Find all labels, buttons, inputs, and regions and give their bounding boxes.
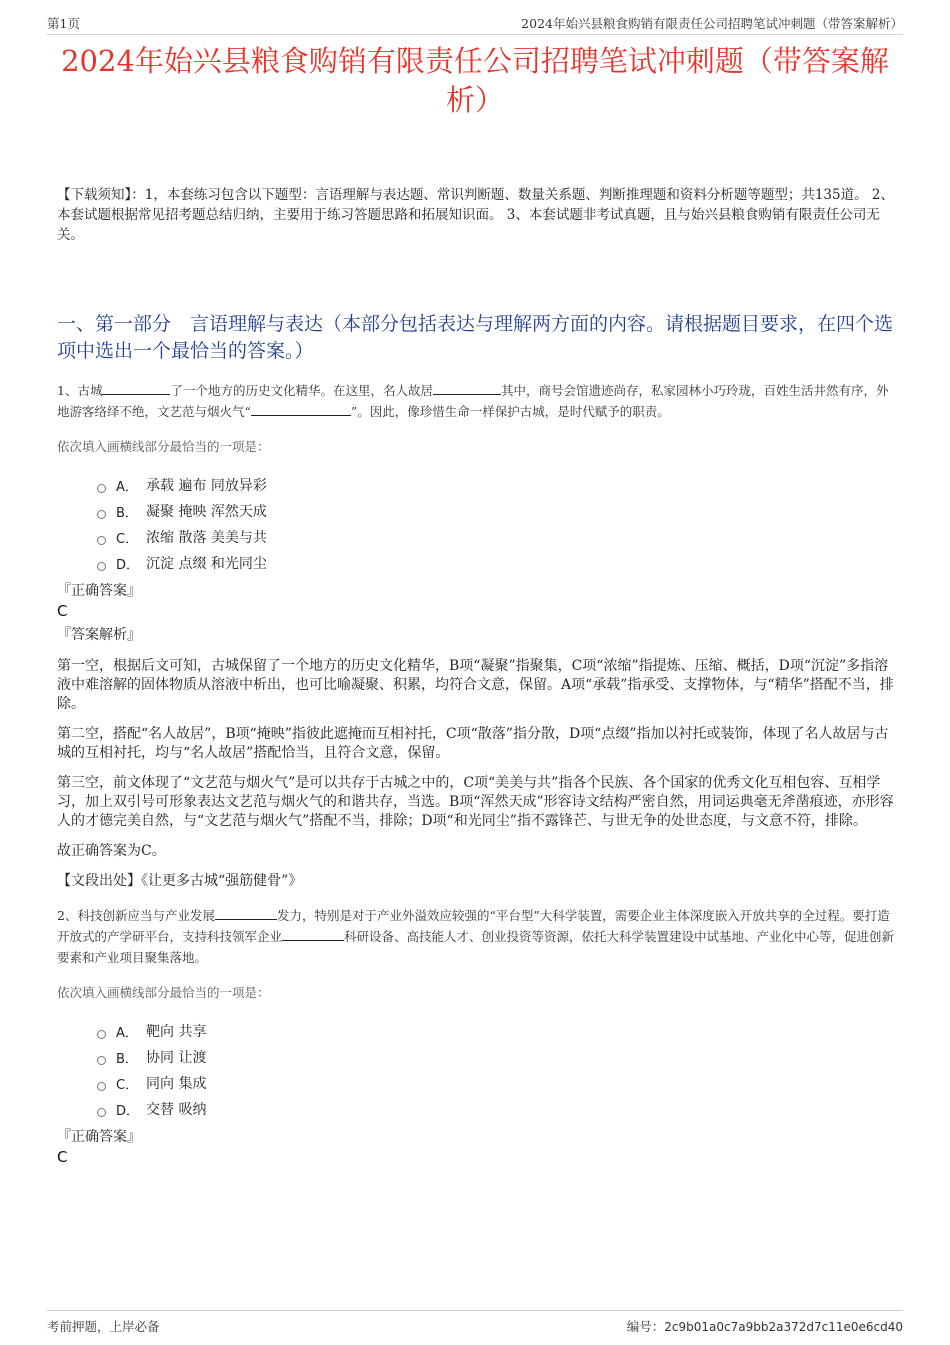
option-text: 同向 集成	[146, 1076, 207, 1092]
correct-answer: C	[57, 1148, 68, 1166]
option-letter: A．	[116, 479, 138, 495]
radio-icon[interactable]	[97, 1108, 106, 1117]
question-2-options	[97, 1018, 898, 1122]
option-text: 协同 让渡	[146, 1050, 207, 1066]
option-text: 凝聚 掩映 浑然天成	[146, 504, 267, 520]
question-1-prompt: 依次填入画横线部分最恰当的一项是：	[57, 439, 270, 454]
option-d[interactable]	[97, 1096, 898, 1122]
option-letter: B．	[116, 1051, 138, 1067]
radio-icon[interactable]	[97, 562, 106, 571]
analysis-label: 『答案解析』	[57, 627, 141, 643]
fill-blank	[433, 380, 501, 395]
download-notice: 【下载须知】：1，本套练习包含以下题型：言语理解与表达题、常识判断题、数量关系题、判断推理题和资料分析题等题型；共135道。 2、本套试题根据常见招考题总结归纳，主要用于练习答题思路和拓展知识面。 3、本套试题非考试真题，且与始兴县粮食购销有限责任公司无关。	[57, 187, 894, 243]
radio-icon[interactable]	[97, 1082, 106, 1091]
header-doc-title: 2024年始兴县粮食购销有限责任公司招聘笔试冲刺题（带答案解析）	[521, 16, 903, 31]
footer-code: 2c9b01a0c7a9bb2a372d7c11e0e6cd40	[664, 1320, 903, 1334]
q2-stem-part: 科研设备、高技能人才、创业投资等资源，依托大科学装置建设中试基地、产业化中心等，促进创新要素和产业项目聚集落地。	[57, 929, 895, 965]
option-letter: A．	[116, 1025, 138, 1041]
analysis-paragraph: 第三空，前文体现了“文艺范与烟火气”是可以共存于古城之中的，C项“美美与共”指各个民族、各个国家的优秀文化互相包容、互相学习，加上双引号可形象表达文艺范与烟火气的和谐共存，当选。B项“浑然天成”形容诗文结构严密自然，用词运典毫无斧凿痕迹，亦形容人的才德完美自然，与“文艺范与烟火气”搭配不当，排除；D项“和光同尘”指不露锋芒、与世无争的处世态度，与文意不符，排除。	[57, 775, 894, 829]
fill-blank	[102, 380, 170, 395]
option-a[interactable]	[97, 472, 898, 498]
option-letter: B．	[116, 505, 138, 521]
question-2-stem	[57, 905, 898, 968]
q2-stem-part: 发力，特别是对于产业外溢效应较强的“平台型”大科学装置，需要企业主体深度嵌入开放共享的全过程。要打造开放式的产学研平台，支持科技领军企业	[57, 908, 890, 944]
footer-slogan: 考前押题，上岸必备	[47, 1319, 160, 1334]
footer-code-label: 编号：	[626, 1319, 665, 1334]
document-title: 2024年始兴县粮食购销有限责任公司招聘笔试冲刺题（带答案解析）	[61, 44, 889, 117]
option-letter: C．	[116, 531, 139, 547]
q1-stem-part: 了一个地方的历史文化精华。在这里，名人故居	[170, 383, 433, 398]
option-letter: D．	[116, 557, 140, 573]
option-letter: C．	[116, 1077, 139, 1093]
analysis-paragraph: 第一空，根据后文可知，古城保留了一个地方的历史文化精华，B项“凝聚”指聚集，C项“浓缩”指提炼、压缩、概括，D项“沉淀”多指溶液中难溶解的固体物质从溶液中析出，也可比喻凝聚、积累，均符合文意，保留。A项“承载”指承受、支撑物体，与“精华”搭配不当，排除。	[57, 658, 894, 712]
page-number: 第1页	[47, 16, 80, 31]
analysis-source: 【文段出处】《让更多古城“强筋健骨”》	[57, 873, 303, 889]
correct-answer: C	[57, 602, 68, 620]
radio-icon[interactable]	[97, 1030, 106, 1039]
q1-stem-part: 1、古城	[57, 383, 103, 398]
option-text: 浓缩 散落 美美与共	[146, 530, 267, 546]
fill-blank	[282, 926, 344, 941]
option-c[interactable]	[97, 524, 898, 550]
q2-stem-part: 2、科技创新应当与产业发展	[57, 908, 215, 923]
question-2-prompt: 依次填入画横线部分最恰当的一项是：	[57, 985, 270, 1000]
footer-code-wrap	[627, 1317, 903, 1335]
radio-icon[interactable]	[97, 510, 106, 519]
radio-icon[interactable]	[97, 1056, 106, 1065]
question-2	[57, 905, 898, 1166]
question-1-stem	[57, 380, 898, 422]
option-c[interactable]	[97, 1070, 898, 1096]
q1-stem-part: 其中，商号会馆遗迹尚存，私家园林小巧玲珑，百姓生活井然有序，外地游客络绎不绝，文艺范与烟火气“	[57, 383, 889, 419]
fill-blank	[215, 905, 277, 920]
option-b[interactable]	[97, 1044, 898, 1070]
option-text: 沉淀 点缀 和光同尘	[146, 556, 267, 572]
question-1	[57, 380, 898, 891]
option-text: 靶向 共享	[146, 1024, 207, 1040]
page-footer	[47, 1310, 903, 1335]
option-text: 承载 遍布 同放异彩	[146, 478, 267, 494]
analysis-conclusion: 故正确答案为C。	[57, 843, 166, 859]
radio-icon[interactable]	[97, 484, 106, 493]
answer-label: 『正确答案』	[57, 1129, 141, 1145]
question-content	[57, 380, 898, 1166]
option-text: 交替 吸纳	[146, 1102, 207, 1118]
answer-label: 『正确答案』	[57, 583, 141, 599]
option-d[interactable]	[97, 550, 898, 576]
radio-icon[interactable]	[97, 536, 106, 545]
option-a[interactable]	[97, 1018, 898, 1044]
question-1-options	[97, 472, 898, 576]
section-title: 一、第一部分 言语理解与表达（本部分包括表达与理解两方面的内容。请根据题目要求，在四个选项中选出一个最恰当的答案。）	[57, 313, 894, 362]
analysis-paragraph: 第二空，搭配“名人故居”，B项“掩映”指彼此遮掩而互相衬托，C项“散落”指分散，D项“点缀”指加以衬托或装饰，体现了名人故居与古城的互相衬托，均与“名人故居”搭配恰当，且符合文意，保留。	[57, 726, 889, 761]
fill-blank	[251, 401, 351, 416]
option-b[interactable]	[97, 498, 898, 524]
q1-stem-part: ”。因此，像珍惜生命一样保护古城，是时代赋予的职责。	[350, 404, 670, 419]
option-letter: D．	[116, 1103, 140, 1119]
page-header	[47, 12, 903, 35]
